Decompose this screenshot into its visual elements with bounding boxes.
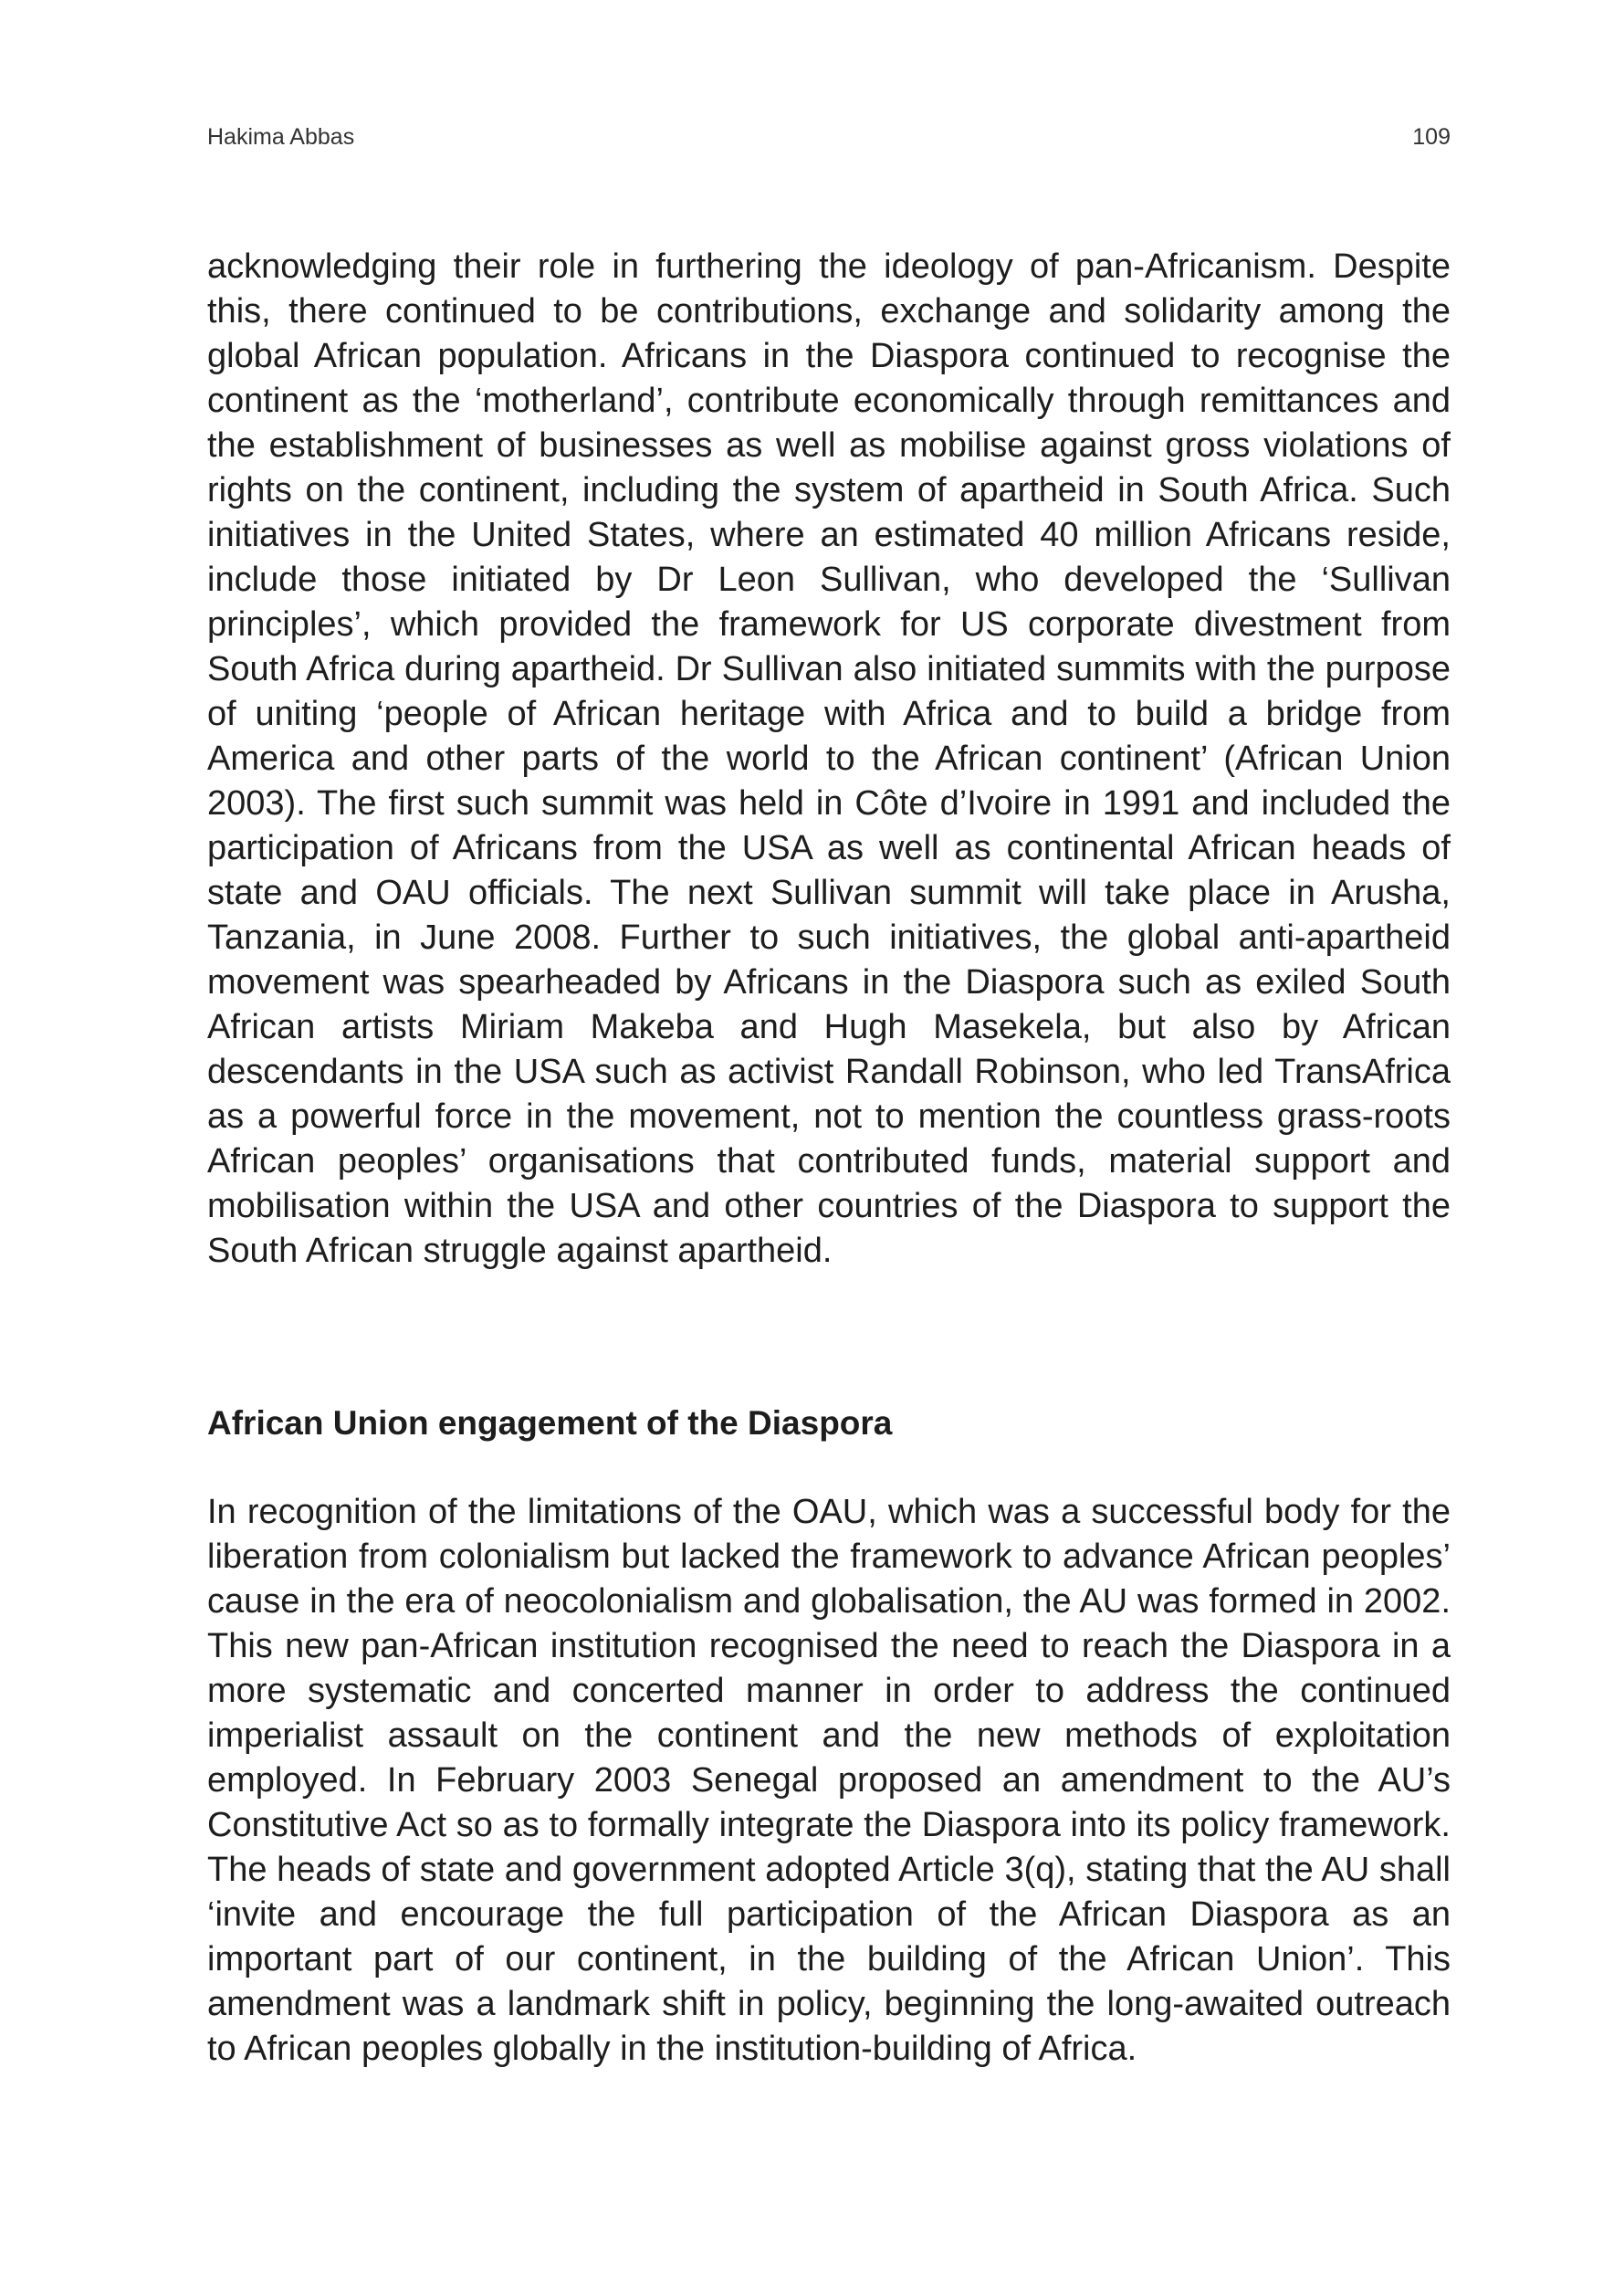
running-head-author: Hakima Abbas (207, 124, 355, 150)
body-paragraph: In recognition of the limitations of the OAU, which was a successful body for the liberation from colonialism but lacked the framework to advance African peoples’ cause in the era of neocolonialism and globalisation, the AU was formed in 2002. This new pan-African institution recognised the need to reach the Diaspora in a more systematic and concerted manner in order to address the continued imperialist assault on the continent and the new methods of exploitation employed. In February 2003 Senegal proposed an amendment to the AU’s Constitutive Act so as to formally integrate the Diaspora into its policy framework. The heads of state and government adopted Article 3(q), stating that the AU shall ‘invite and encourage the full participation of the African Diaspora as an important part of our continent, in the building of the African Union’. This amendment was a landmark shift in policy, beginning the long-awaited outreach to African peoples globally in the institution-building of Africa. (207, 1493, 1451, 2068)
section-heading: African Union engagement of the Diaspora (207, 1404, 893, 1442)
running-head (207, 124, 1451, 161)
page-number: 109 (1412, 124, 1451, 150)
body-paragraph: acknowledging their role in furthering the ideology of pan-Africanism. Despite this, there continued to be contributions, exchange and solidarity among the global African population. Africans in the Diaspora continued to recognise the continent as the ‘motherland’, contribute economically through remittances and the establishment of businesses as well as mobilise against gross violations of rights on the continent, including the system of apartheid in South Africa. Such initiatives in the United States, where an estimated 40 million Africans reside, include those initiated by Dr Leon Sullivan, who developed the ‘Sullivan principles’, which provided the framework for US corporate divestment from South Africa during apartheid. Dr Sullivan also initiated summits with the purpose of uniting ‘people of African heritage with Africa and to build a bridge from America and other parts of the world to the African continent’ (African Union 2003). The first such summit was held in Côte d’Ivoire in 1991 and included the participation of Africans from the USA as well as continental African heads of state and OAU officials. The next Sullivan summit will take place in Arusha, Tanzania, in June 2008. Further to such initiatives, the global anti-apartheid movement was spearheaded by Africans in the Diaspora such as exiled South African artists Miriam Makeba and Hugh Masekela, but also by African descendants in the USA such as activist Randall Robinson, who led TransAfrica as a powerful force in the movement, not to mention the countless grass-roots African peoples’ organisations that contributed funds, material support and mobilisation within the USA and other countries of the Diaspora to support the South African struggle against apartheid. (207, 247, 1451, 1270)
